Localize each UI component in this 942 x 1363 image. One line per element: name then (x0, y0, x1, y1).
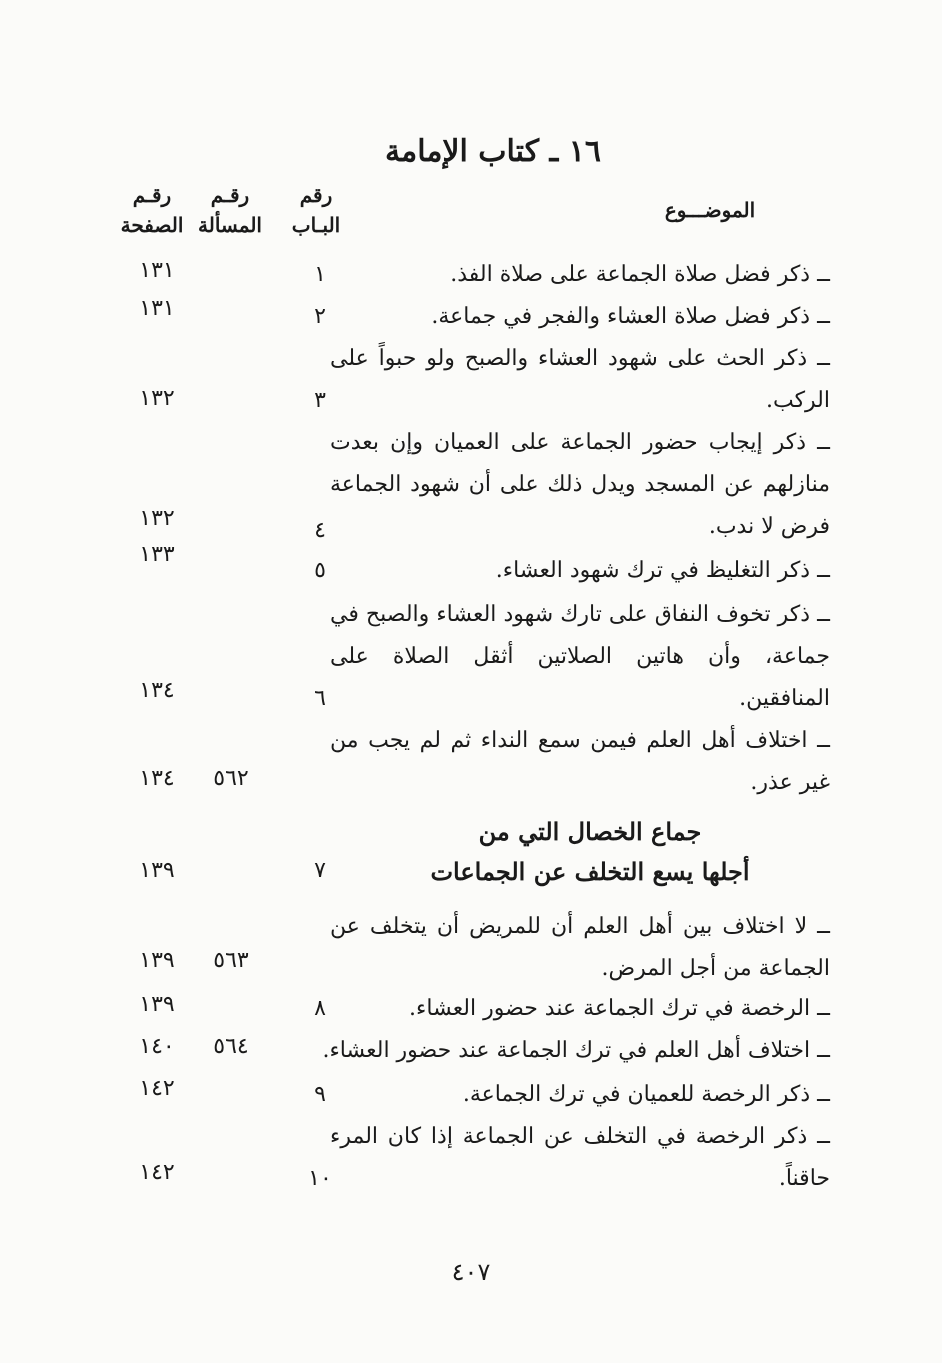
entry-10-line-1: ــ اختلاف أهل العلم في ترك الجماعة عند حضور العشاء. (322, 1038, 830, 1063)
section-heading-line-1: جماع الخصال التي من (478, 817, 702, 846)
header-topic: الموضـــوع (664, 198, 756, 222)
entry-6-line-2: جماعة، وأن هاتين الصلاتين أثقل الصلاة على (330, 644, 830, 669)
section-heading-line-2: أجلها يسع التخلف عن الجماعات (430, 857, 750, 886)
entry-2-page: ١٣١ (139, 296, 175, 321)
entry-10-masala: ٥٦٤ (213, 1034, 249, 1059)
entry-6-bab: ٦ (314, 686, 326, 711)
entry-7-page: ١٣٤ (139, 766, 175, 791)
header-bab-line1: رقم (299, 183, 333, 207)
entry-9-page: ١٣٩ (139, 992, 175, 1017)
entry-1-bab: ١ (314, 262, 326, 287)
entry-9-line-1: ــ الرخصة في ترك الجماعة عند حضور العشاء. (409, 996, 830, 1021)
header-masala-line2: المسألة (198, 213, 262, 237)
entry-12-line-1: ــ ذكر الرخصة في التخلف عن الجماعة إذا كان المرء (330, 1124, 830, 1149)
entry-1-line-1: ــ ذكر فضل صلاة الجماعة على صلاة الفذ. (450, 262, 830, 287)
header-bab (276, 180, 356, 240)
header-page-line1: رقـم (132, 183, 172, 207)
entry-4-line-3: فرض لا ندب. (708, 514, 830, 539)
entry-11-bab: ٩ (314, 1082, 326, 1107)
section-bab: ٧ (314, 858, 326, 883)
entry-3-page: ١٣٢ (139, 386, 175, 411)
entry-3-bab: ٣ (314, 388, 326, 413)
entry-8-line-2: الجماعة من أجل المرض. (601, 956, 830, 981)
entry-12-page: ١٤٢ (139, 1160, 175, 1185)
entry-2-bab: ٢ (314, 304, 326, 329)
entry-8-line-1: ــ لا اختلاف بين أهل العلم أن للمريض أن يتخلف عن (330, 914, 830, 939)
entry-8-page: ١٣٩ (139, 948, 175, 973)
entry-4-bab: ٤ (314, 518, 326, 543)
entry-8-masala: ٥٦٣ (213, 948, 249, 973)
entry-6-line-1: ــ ذكر تخوف النفاق على تارك شهود العشاء والصبح في (330, 602, 830, 627)
header-masala (190, 180, 270, 240)
entry-12-bab: ١٠ (308, 1166, 332, 1191)
header-page-line2: الصفحة (120, 213, 184, 237)
header-bab-line2: البـاب (291, 213, 341, 237)
entry-4-line-1: ــ ذكر إيجاب حضور الجماعة على العميان وإن بعدت (330, 430, 830, 455)
entry-3-line-2: الركب. (765, 388, 830, 413)
section-page: ١٣٩ (139, 858, 175, 883)
entry-7-line-1: ــ اختلاف أهل العلم فيمن سمع النداء ثم لم يجب من (330, 728, 830, 753)
entry-4-line-2: منازلهم عن المسجد ويدل ذلك على أن شهود الجماعة (330, 472, 830, 497)
chapter-title: ١٦ ـ كتاب الإمامة (385, 134, 601, 169)
header-masala-line1: رقـم (210, 183, 250, 207)
page-number: ٤٠٧ (451, 1258, 491, 1286)
entry-5-page: ١٣٣ (139, 542, 175, 567)
entry-11-page: ١٤٢ (139, 1076, 175, 1101)
entry-5-bab: ٥ (314, 558, 326, 583)
entry-6-page: ١٣٤ (139, 678, 175, 703)
entry-7-masala: ٥٦٢ (213, 766, 249, 791)
entry-1-page: ١٣١ (139, 258, 175, 283)
entry-10-page: ١٤٠ (139, 1034, 175, 1059)
entry-12-line-2: حاقناً. (778, 1166, 830, 1191)
entry-4-page: ١٣٢ (139, 506, 175, 531)
entry-5-line-1: ــ ذكر التغليظ في ترك شهود العشاء. (495, 558, 830, 583)
header-page (112, 180, 192, 240)
entry-6-line-3: المنافقين. (739, 686, 830, 711)
entry-9-bab: ٨ (314, 996, 326, 1021)
entry-7-line-2: غير عذر. (750, 770, 830, 795)
entry-11-line-1: ــ ذكر الرخصة للعميان في ترك الجماعة. (462, 1082, 830, 1107)
entry-3-line-1: ــ ذكر الحث على شهود العشاء والصبح ولو حبواً على (330, 346, 830, 371)
entry-2-line-1: ــ ذكر فضل صلاة العشاء والفجر في جماعة. (431, 304, 830, 329)
